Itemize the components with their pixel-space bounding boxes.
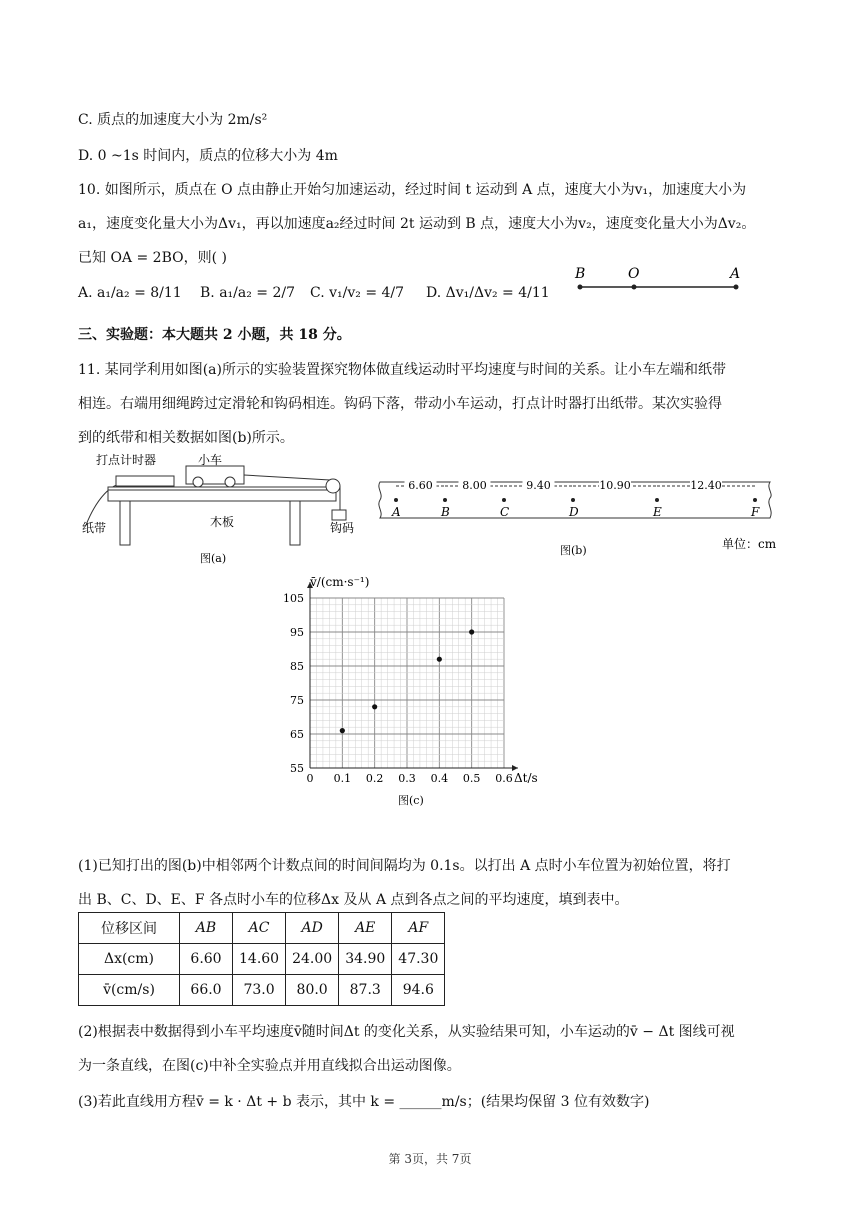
spacing-label: 9.40 (526, 479, 551, 492)
hook-weight-label: 钩码 (330, 521, 355, 535)
table-cell: 87.3 (339, 975, 392, 1006)
table-cell: AF (392, 913, 445, 944)
data-point (437, 657, 442, 662)
question-10-line-2: a₁，速度变化量大小为Δv₁，再以加速度a₂经过时间 2t 运动到 B 点，速度大小为v₂，速度变化量大小为Δv₂。 (78, 216, 756, 232)
part-2-line-2: 为一条直线，在图(c)中补全实验点并用直线拟合出运动图像。 (78, 1058, 461, 1074)
table-cell: 24.00 (286, 944, 339, 975)
x-tick-label: 0.1 (333, 772, 352, 785)
x-tick-label: 0.2 (365, 772, 384, 785)
option-c-text: C. 质点的加速度大小为 2m/s² (78, 112, 268, 128)
tape-dot (394, 498, 398, 502)
table-row (79, 913, 445, 944)
tape-dot (571, 498, 575, 502)
q10-option-d: D. Δv₁/Δv₂ = 4/11 (426, 285, 550, 301)
figure-b-caption: 图(b) (560, 544, 587, 557)
part-2-line-1: (2)根据表中数据得到小车平均速度v̄随时间Δt 的变化关系，从实验结果可知，小车运动的v̄ − Δt 图线可视 (78, 1024, 735, 1040)
part-3-line-1: (3)若此直线用方程v̄ = k · Δt + b 表示，其中 k = ______m/s；(结果均保留 3 位有效数字) (78, 1094, 650, 1110)
y-tick-label: 75 (290, 694, 304, 707)
figure-c-chart (270, 572, 540, 812)
table-cell: 34.90 (339, 944, 392, 975)
tape-point-label: F (751, 505, 760, 519)
figure-c-caption: 图(c) (398, 794, 424, 807)
data-point (469, 629, 474, 634)
point-b-label: B (575, 266, 586, 282)
part-1-line-2: 出 B、C、D、E、F 各点时小车的位移Δx 及从 A 点到各点之间的平均速度，填到表中。 (78, 892, 629, 908)
table-cell: AE (339, 913, 392, 944)
figure-b-tape (370, 468, 782, 564)
tape-dot (502, 498, 506, 502)
cart-label: 小车 (198, 453, 223, 467)
unit-label: 单位：cm (722, 537, 777, 551)
tape-label: 纸带 (82, 521, 107, 535)
data-table (78, 912, 445, 1006)
table-row (79, 944, 445, 975)
y-tick-label: 85 (290, 660, 304, 673)
x-tick-label: 0 (306, 772, 314, 785)
data-point (372, 704, 377, 709)
tape-point-label: D (569, 505, 579, 519)
x-tick-label: 0.6 (495, 772, 513, 785)
table-cell: 6.60 (180, 944, 233, 975)
section-3-heading: 三、实验题：本大题共 2 小题，共 18 分。 (78, 327, 351, 343)
timer-label: 打点计时器 (96, 453, 157, 467)
data-point (340, 728, 345, 733)
y-axis-label: v̄/(cm·s⁻¹) (310, 575, 370, 589)
part-1-line-1: (1)已知打出的图(b)中相邻两个计数点间的时间间隔均为 0.1s。以打出 A 点时小车位置为初始位置，将打 (78, 858, 731, 874)
figure-a-apparatus (78, 450, 368, 570)
table-row (79, 975, 445, 1006)
table-cell: 47.30 (392, 944, 445, 975)
table-cell: AD (286, 913, 339, 944)
tape-dot (753, 498, 757, 502)
q10-option-c: C. v₁/v₂ = 4/7 (310, 285, 405, 301)
tape-point-label: B (441, 505, 450, 519)
spacing-label: 12.40 (690, 479, 722, 492)
q10-option-b: B. a₁/a₂ = 2/7 (200, 285, 295, 301)
tape-point-label: A (392, 505, 401, 519)
option-d-text: D. 0 ~1s 时间内，质点的位移大小为 4m (78, 148, 338, 164)
tape-dot (443, 498, 447, 502)
table-cell: 66.0 (180, 975, 233, 1006)
table-cell: 位移区间 (79, 913, 180, 944)
point-o-label: O (628, 266, 640, 282)
board-label: 木板 (210, 515, 235, 529)
y-tick-label: 55 (290, 762, 304, 775)
point-a-label: A (730, 266, 741, 282)
figure-a-caption: 图(a) (200, 552, 227, 565)
question-10-line-1: 10. 如图所示，质点在 O 点由静止开始匀加速运动，经过时间 t 运动到 A 点，速度大小为v₁，加速度大小为 (78, 182, 747, 198)
x-tick-label: 0.4 (430, 772, 449, 785)
question-10-line-3: 已知 OA = 2BO，则( ) (78, 250, 227, 266)
y-tick-label: 105 (283, 592, 304, 605)
spacing-label: 8.00 (462, 479, 487, 492)
page-footer: 第 3页，共 7页 (388, 1152, 472, 1166)
y-tick-label: 65 (290, 728, 304, 741)
tape-point-label: E (653, 505, 662, 519)
table-cell: 73.0 (233, 975, 286, 1006)
x-axis-label: Δt/s (514, 771, 538, 785)
boa-line-figure (570, 262, 750, 296)
question-11-line-1: 11. 某同学利用如图(a)所示的实验装置探究物体做直线运动时平均速度与时间的关系。让小车左端和纸带 (78, 362, 726, 378)
table-cell: 80.0 (286, 975, 339, 1006)
table-cell: v̄(cm/s) (79, 975, 180, 1006)
table-cell: AC (233, 913, 286, 944)
tape-dot (655, 498, 659, 502)
question-11-line-3: 到的纸带和相关数据如图(b)所示。 (78, 430, 294, 446)
y-tick-label: 95 (290, 626, 304, 639)
question-11-line-2: 相连。右端用细绳跨过定滑轮和钩码相连。钩码下落，带动小车运动，打点计时器打出纸带。某次实验得 (78, 396, 722, 412)
tape-point-label: C (500, 505, 510, 519)
q10-option-a: A. a₁/a₂ = 8/11 (78, 285, 182, 301)
x-tick-label: 0.3 (398, 772, 416, 785)
spacing-label: 10.90 (599, 479, 631, 492)
x-tick-label: 0.5 (462, 772, 481, 785)
table-cell: 94.6 (392, 975, 445, 1006)
table-cell: Δx(cm) (79, 944, 180, 975)
table-cell: AB (180, 913, 233, 944)
table-cell: 14.60 (233, 944, 286, 975)
spacing-label: 6.60 (408, 479, 433, 492)
